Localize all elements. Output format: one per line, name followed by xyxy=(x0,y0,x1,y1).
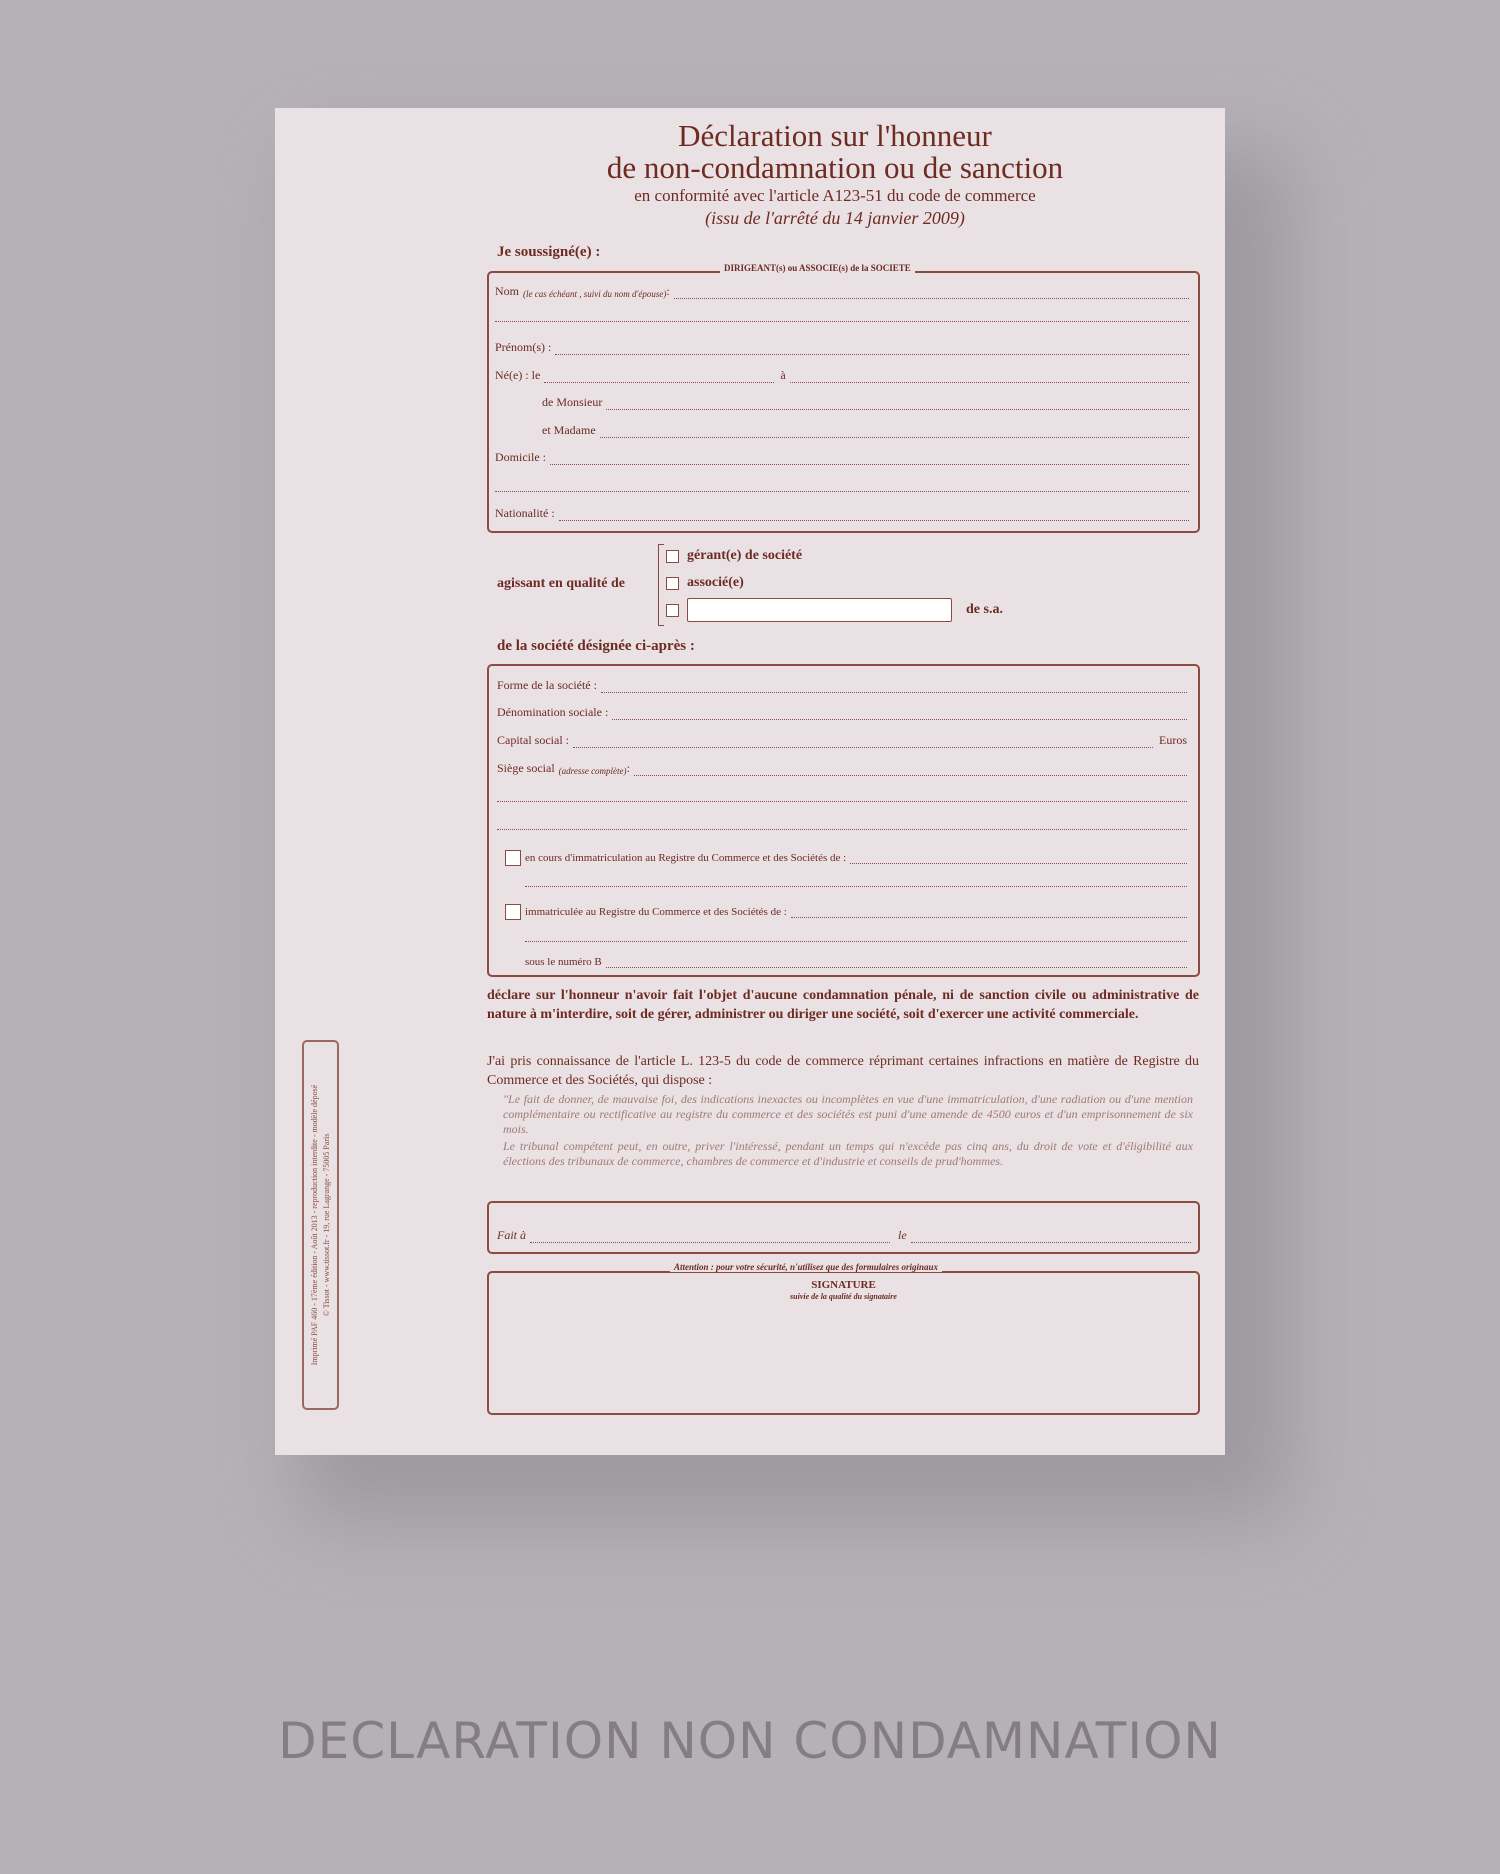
nom-colon: : xyxy=(666,284,670,298)
qualite-option-gerant[interactable] xyxy=(666,548,802,564)
ne-label: Né(e) : le xyxy=(495,368,541,382)
other-qualite-suffix: de s.a. xyxy=(966,602,1003,617)
siege-line-3[interactable] xyxy=(497,828,1187,830)
publisher-imprint xyxy=(302,1040,339,1410)
madame-line[interactable] xyxy=(600,427,1189,438)
madame-label: et Madame xyxy=(542,423,596,437)
signature-subtitle: suivie de la qualité du signataire xyxy=(790,1292,897,1301)
immat-cours-field[interactable] xyxy=(505,850,1187,866)
ne-lieu-line[interactable] xyxy=(790,372,1189,383)
ne-a-label: à xyxy=(780,368,786,382)
nationalite-field[interactable] xyxy=(495,506,1189,521)
madame-field[interactable] xyxy=(542,423,1189,438)
monsieur-line[interactable] xyxy=(606,399,1189,410)
siege-label: Siège social xyxy=(497,761,555,775)
numero-label: sous le numéro B xyxy=(525,956,602,968)
prenoms-field[interactable] xyxy=(495,340,1189,355)
other-checkbox[interactable] xyxy=(666,604,679,617)
capital-unit: Euros xyxy=(1159,733,1187,747)
immat-cours-line[interactable] xyxy=(850,853,1187,864)
siege-hint: (adresse complète) xyxy=(558,766,627,776)
qualite-option-associe[interactable] xyxy=(666,575,744,591)
declaration-text: déclare sur l'honneur n'avoir fait l'objet d'aucune condamnation pénale, ni de sanction civile ou administrative de nature à m'interdire, soit de gérer, administrer ou diriger une société, soit d'exercer une activité commerciale. xyxy=(487,988,1199,1022)
identity-box-legend: DIRIGEANT(s) ou ASSOCIE(s) de la SOCIETE xyxy=(720,263,915,273)
prenoms-label: Prénom(s) : xyxy=(495,340,552,354)
product-caption: DECLARATION NON CONDAMNATION xyxy=(278,1712,1222,1770)
immat-line-2[interactable] xyxy=(525,940,1187,942)
nom-field[interactable] xyxy=(495,284,1189,299)
numero-line[interactable] xyxy=(606,957,1187,968)
gerant-checkbox[interactable] xyxy=(666,550,679,563)
prenoms-line[interactable] xyxy=(555,344,1189,355)
nationalite-line[interactable] xyxy=(559,510,1189,521)
associe-label: associé(e) xyxy=(687,575,744,590)
soussigne-label: Je soussigné(e) : xyxy=(497,244,601,260)
qualite-label: agissant en qualité de xyxy=(497,576,625,591)
associe-checkbox[interactable] xyxy=(666,577,679,590)
qualite-option-other[interactable] xyxy=(666,598,1003,622)
domicile-label: Domicile : xyxy=(495,450,546,464)
qualite-bracket xyxy=(658,544,664,626)
gerant-label: gérant(e) de société xyxy=(687,548,803,563)
article-quote-1: "Le fait de donner, de mauvaise foi, des indications inexactes ou incomplètes en vue d'une immatriculation, d'une radiation ou d'une mention complémentaire ou rectificative au registre du commerce et des sociétés est puni d'une amende de 4500 euros et d'un emprisonnement de six mois. xyxy=(503,1092,1193,1136)
fait-field[interactable] xyxy=(497,1228,1191,1243)
attention-notice: Attention : pour votre sécurité, n'utilisez que des formulaires originaux xyxy=(670,1262,942,1272)
domicile-field[interactable] xyxy=(495,450,1189,465)
denomination-line[interactable] xyxy=(612,709,1187,720)
nom-line-2[interactable] xyxy=(495,320,1189,322)
publisher-imprint-text xyxy=(309,1050,333,1400)
form-title-line2: de non-condamnation ou de sanction xyxy=(606,150,1064,185)
immat-cours-checkbox[interactable] xyxy=(505,850,521,866)
denomination-label: Dénomination sociale : xyxy=(497,705,609,719)
publisher-imprint-line2: © Tissot - www.tissot.fr - 19, rue Lagrange - 75005 Paris xyxy=(321,1133,331,1317)
immat-line[interactable] xyxy=(791,907,1187,918)
societe-heading: de la société désignée ci-après : xyxy=(497,638,695,654)
domicile-line[interactable] xyxy=(550,454,1189,465)
naissance-field[interactable] xyxy=(495,368,1189,383)
ne-date-line[interactable] xyxy=(544,372,774,383)
nom-label: Nom xyxy=(495,284,519,298)
fait-line[interactable] xyxy=(530,1232,890,1243)
monsieur-field[interactable] xyxy=(542,395,1189,410)
monsieur-label: de Monsieur xyxy=(542,395,603,409)
publisher-imprint-line1: Imprimé PAF 460 - 17ème édition - Août 2013 - reproduction interdite - modèle déposé xyxy=(309,1084,319,1366)
capital-line[interactable] xyxy=(573,737,1153,748)
connaissance-text: J'ai pris connaissance de l'article L. 123-5 du code de commerce réprimant certaines infractions en matière de Registre du Commerce et des Sociétés, qui dispose : xyxy=(487,1054,1199,1088)
siege-line[interactable] xyxy=(634,765,1187,776)
immat-label: immatriculée au Registre du Commerce et des Sociétés de : xyxy=(525,906,787,918)
capital-label: Capital social : xyxy=(497,733,569,747)
immat-cours-label: en cours d'immatriculation au Registre du Commerce et des Sociétés de : xyxy=(525,852,847,864)
nationalite-label: Nationalité : xyxy=(495,506,555,520)
immat-cours-line-2[interactable] xyxy=(525,885,1187,887)
capital-field[interactable] xyxy=(497,733,1187,748)
immat-checkbox[interactable] xyxy=(505,904,521,920)
numero-field[interactable] xyxy=(525,956,1187,968)
fait-le-label: le xyxy=(898,1228,907,1242)
form-title-line1: Déclaration sur l'honneur xyxy=(678,118,992,153)
article-quote-2: Le tribunal compétent peut, en outre, priver l'intéressé, pendant un temps qui n'excède pas cinq ans, du droit de vote et d'éligibilité aux élections des tribunaux de commerce, chambres de commerce et d'industrie et conseils de prud'hommes. xyxy=(503,1139,1193,1168)
denomination-field[interactable] xyxy=(497,705,1187,720)
signature-title: SIGNATURE xyxy=(811,1279,876,1291)
forme-line[interactable] xyxy=(601,682,1187,693)
form-subtitle: en conformité avec l'article A123-51 du code de commerce xyxy=(634,186,1036,205)
immat-field[interactable] xyxy=(505,904,1187,920)
siege-field[interactable] xyxy=(497,761,1187,776)
siege-colon: : xyxy=(626,761,630,775)
form-sheet xyxy=(275,108,1225,1455)
forme-label: Forme de la société : xyxy=(497,678,597,692)
fait-date-line[interactable] xyxy=(911,1232,1191,1243)
forme-field[interactable] xyxy=(497,678,1187,693)
nom-line[interactable] xyxy=(674,288,1189,299)
other-qualite-input[interactable] xyxy=(687,598,952,622)
nom-hint: (le cas échéant , suivi du nom d'épouse) xyxy=(523,289,667,299)
siege-line-2[interactable] xyxy=(497,800,1187,802)
form-subtitle-italic: (issu de l'arrêté du 14 janvier 2009) xyxy=(705,208,965,228)
fait-label: Fait à xyxy=(497,1228,526,1242)
domicile-line-2[interactable] xyxy=(495,490,1189,492)
